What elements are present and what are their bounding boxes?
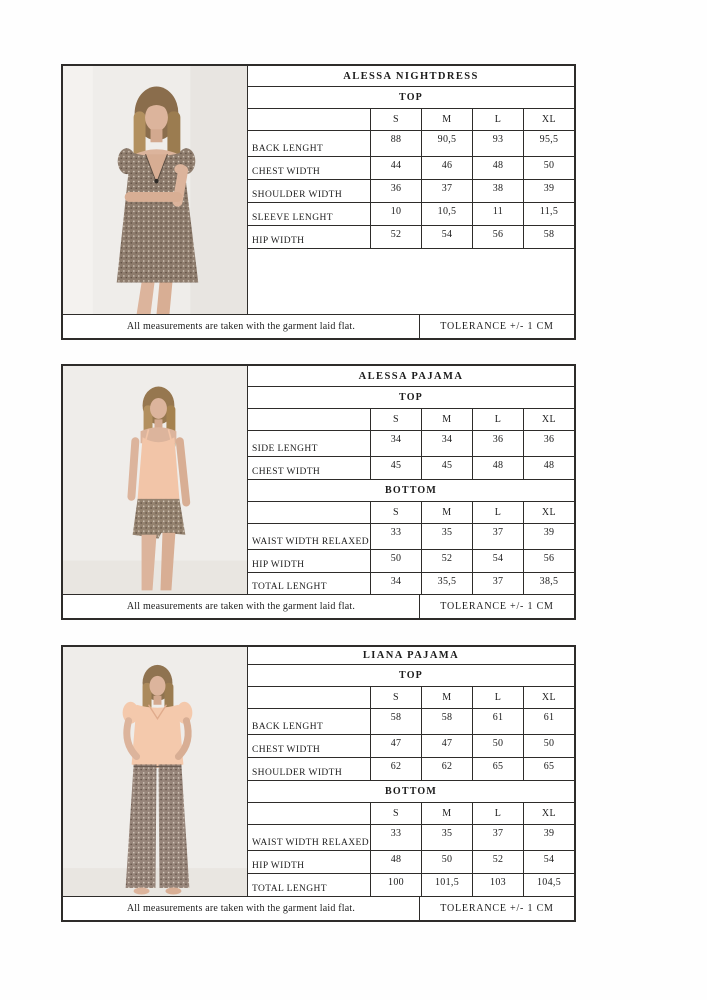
size-header: L [472,803,523,824]
measurement-note: All measurements are taken with the garment laid flat. [63,595,420,618]
measurement-value: 48 [370,851,421,873]
measurement-row [248,758,574,781]
size-header: M [421,502,472,523]
measurement-label: CHEST WIDTH [252,745,321,755]
size-header: L [472,502,523,523]
measurement-value: 37 [472,524,523,549]
measurement-value: 34 [421,431,472,456]
measurement-value: 88 [370,131,421,156]
size-header: M [421,109,472,130]
measurement-row [248,825,574,851]
measurement-value: 52 [421,550,472,572]
measurement-value: 62 [370,758,421,780]
size-header: M [421,687,472,708]
section-header: BOTTOM [248,480,574,502]
size-header: L [472,687,523,708]
measurement-value: 45 [421,457,472,479]
measurement-value: 35 [421,825,472,850]
size-header: M [421,803,472,824]
measurement-value: 56 [472,226,523,248]
size-header-row [248,409,574,431]
measurement-value: 33 [370,524,421,549]
measurement-value: 44 [370,157,421,179]
measurement-value: 52 [370,226,421,248]
measurement-value: 56 [523,550,574,572]
size-header: XL [523,803,574,824]
measurement-value: 10,5 [421,203,472,225]
measurement-value: 38 [472,180,523,202]
size-chart-table [248,366,574,594]
measurement-row [248,550,574,573]
measurement-label: CHEST WIDTH [252,167,321,177]
measurement-value: 38,5 [523,573,574,594]
measurement-note: All measurements are taken with the garment laid flat. [63,897,420,920]
measurement-label: SIDE LENGHT [252,444,318,454]
measurement-label: SLEEVE LENGHT [252,213,333,223]
measurement-value: 95,5 [523,131,574,156]
measurement-row [248,874,574,896]
measurement-value: 36 [472,431,523,456]
measurement-label: TOTAL LENGHT [252,582,328,592]
tolerance-note: TOLERANCE +/- 1 CM [440,903,554,914]
size-header-spacer [248,409,370,430]
size-header: XL [523,687,574,708]
size-chart-table [248,66,574,314]
measurement-label: HIP WIDTH [252,560,305,570]
measurement-label: BACK LENGHT [252,144,324,154]
measurement-row [248,709,574,735]
measurement-value: 48 [472,157,523,179]
measurement-value: 50 [523,735,574,757]
size-chart-footer [63,314,574,338]
measurement-value: 37 [472,573,523,594]
measurement-value: 34 [370,573,421,594]
measurement-value: 35,5 [421,573,472,594]
size-header-row [248,687,574,709]
measurement-value: 37 [472,825,523,850]
measurement-row [248,226,574,249]
measurement-value: 47 [370,735,421,757]
size-header: M [421,409,472,430]
measurement-value: 11 [472,203,523,225]
size-chart-block-tshirt-pants [61,645,576,922]
size-header-row [248,109,574,131]
measurement-value: 47 [421,735,472,757]
size-chart-footer [63,594,574,618]
measurement-value: 54 [472,550,523,572]
model-photo-cami-shorts-illustration [63,366,247,594]
measurement-value: 50 [421,851,472,873]
measurement-row [248,131,574,157]
measurement-label: WAIST WIDTH RELAXED [252,537,370,547]
size-header-row [248,502,574,524]
tolerance-note: TOLERANCE +/- 1 CM [440,601,554,612]
model-photo-nightdress-illustration [63,66,247,314]
measurement-value: 100 [370,874,421,896]
measurement-value: 46 [421,157,472,179]
measurement-value: 11,5 [523,203,574,225]
measurement-value: 36 [523,431,574,456]
measurement-value: 104,5 [523,874,574,896]
size-header: L [472,409,523,430]
size-chart-footer [63,896,574,920]
measurement-label: CHEST WIDTH [252,467,321,477]
measurement-value: 61 [523,709,574,734]
measurement-value: 50 [523,157,574,179]
measurement-value: 34 [370,431,421,456]
measurement-value: 54 [421,226,472,248]
measurement-value: 39 [523,524,574,549]
size-header-spacer [248,109,370,130]
measurement-row [248,203,574,226]
measurement-value: 10 [370,203,421,225]
measurement-value: 58 [421,709,472,734]
section-header: TOP [248,387,574,409]
measurement-value: 52 [472,851,523,873]
model-photo-tshirt-pants-illustration [63,647,247,896]
size-header: S [370,109,421,130]
size-header: S [370,803,421,824]
size-chart-main [63,366,574,594]
size-header: XL [523,409,574,430]
measurement-label: TOTAL LENGHT [252,884,328,894]
measurement-value: 101,5 [421,874,472,896]
measurement-label: HIP WIDTH [252,861,305,871]
product-photo-cell [63,647,248,896]
product-title: ALESSA PAJAMA [248,366,574,387]
measurement-value: 45 [370,457,421,479]
empty-filler [248,249,574,314]
measurement-label: HIP WIDTH [252,236,305,246]
measurement-value: 48 [472,457,523,479]
measurement-value: 103 [472,874,523,896]
measurement-value: 48 [523,457,574,479]
section-header: BOTTOM [248,781,574,803]
tolerance-note: TOLERANCE +/- 1 CM [440,321,554,332]
size-chart-main [63,66,574,314]
section-header: TOP [248,87,574,109]
measurement-value: 58 [370,709,421,734]
measurement-value: 37 [421,180,472,202]
size-chart-block-cami-shorts [61,364,576,620]
measurement-value: 65 [523,758,574,780]
size-header: S [370,409,421,430]
product-title: ALESSA NIGHTDRESS [248,66,574,87]
size-header: S [370,502,421,523]
measurement-value: 33 [370,825,421,850]
measurement-row [248,157,574,180]
product-title: LIANA PAJAMA [248,647,574,665]
measurement-value: 50 [370,550,421,572]
measurement-value: 61 [472,709,523,734]
measurement-row [248,573,574,594]
measurement-value: 35 [421,524,472,549]
size-chart-main [63,647,574,896]
section-header: TOP [248,665,574,687]
size-chart-block-nightdress [61,64,576,340]
product-photo-cell [63,66,248,314]
measurement-value: 39 [523,825,574,850]
size-header-spacer [248,502,370,523]
measurement-value: 62 [421,758,472,780]
measurement-row [248,851,574,874]
measurement-row [248,735,574,758]
measurement-row [248,524,574,550]
measurement-row [248,457,574,480]
measurement-row [248,431,574,457]
measurement-label: SHOULDER WIDTH [252,768,343,778]
size-header: L [472,109,523,130]
measurement-label: SHOULDER WIDTH [252,190,343,200]
size-header: XL [523,502,574,523]
measurement-label: BACK LENGHT [252,722,324,732]
measurement-value: 90,5 [421,131,472,156]
size-header: S [370,687,421,708]
size-header-row [248,803,574,825]
measurement-value: 39 [523,180,574,202]
size-chart-table [248,647,574,896]
measurement-value: 93 [472,131,523,156]
product-photo-cell [63,366,248,594]
measurement-value: 58 [523,226,574,248]
measurement-label: WAIST WIDTH RELAXED [252,838,370,848]
size-header-spacer [248,687,370,708]
measurement-note: All measurements are taken with the garment laid flat. [63,315,420,338]
measurement-value: 50 [472,735,523,757]
size-header-spacer [248,803,370,824]
measurement-row [248,180,574,203]
measurement-value: 54 [523,851,574,873]
measurement-value: 65 [472,758,523,780]
size-header: XL [523,109,574,130]
measurement-value: 36 [370,180,421,202]
